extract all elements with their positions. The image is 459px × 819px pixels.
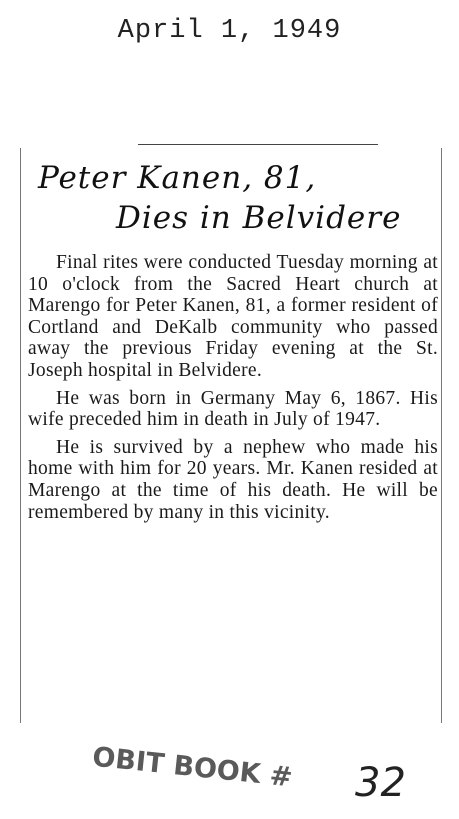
date-header: April 1, 1949 (117, 16, 342, 46)
paragraph-3: He is survived by a nephew who made his home with him for 20 years. Mr. Kanen resided at Marengo at the time of his death. He will be remembered by many in this vicinity. (28, 436, 438, 523)
headline-line-1: Peter Kanen, 81, (38, 160, 317, 196)
book-number-handwritten: 32 (355, 760, 406, 806)
newspaper-clipping (18, 138, 440, 728)
paragraph-1: Final rites were conducted Tuesday morning at 10 o'clock from the Sacred Heart church at Marengo for Peter Kanen, 81, a former resident of Cortland and DeKalb community who passed away the previous Friday evening at the St. Joseph hospital in Belvidere. (28, 252, 438, 381)
clipping-right-edge (441, 148, 442, 723)
clipping-left-edge (20, 148, 21, 723)
headline-line-2: Dies in Belvidere (116, 200, 402, 236)
paragraph-2: He was born in Germany May 6, 1867. His wife preceded him in death in July of 1947. (28, 387, 438, 431)
obit-book-stamp: OBIT BOOK # (90, 741, 294, 794)
headline (38, 158, 438, 238)
clipping-top-rule (138, 144, 378, 145)
article-body (28, 252, 438, 529)
